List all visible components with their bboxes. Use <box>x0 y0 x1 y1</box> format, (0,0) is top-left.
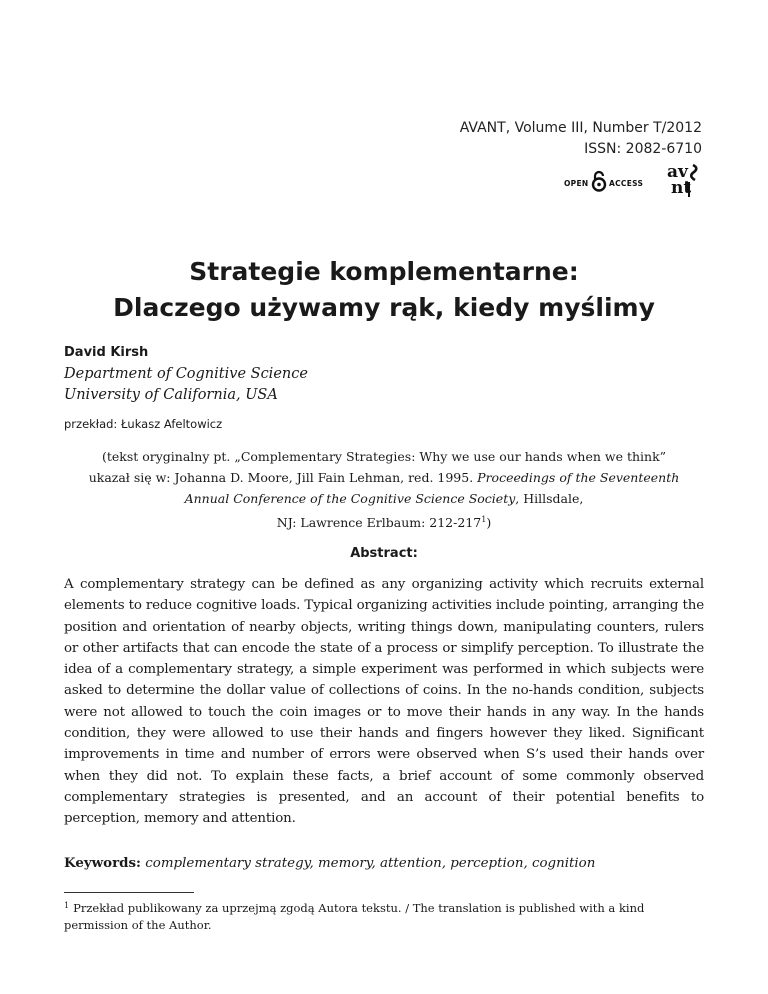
article-title <box>64 254 704 326</box>
author-university: University of California, USA <box>64 387 278 403</box>
avant-logo <box>664 160 704 200</box>
abstract-text: A complementary strategy can be defined as any organizing activity which recruits external elements to reduce cognitive loads. Typical organizing activities include pointing, arranging the position and orientation of nearby objects, writing things down, manipulating counters, rulers or other artifacts that can encode the state of a process or simplify perception. To illustrate the idea of a complementary strategy, a simple experiment was performed in which subjects were asked to determine the dollar value of collections of coins. In the no-hands condition, subjects were not allowed to touch the coin images or to move their hands in any way. In the hands condition, they were allowed to use their hands and fingers however they liked. Significant improvements in time and number of errors were observed when S’s used their hands over when they did not. To explain these facts, a brief account of some commonly observed complementary strategies is presented, and an account of their potential benefits to perception, memory and attention. <box>64 577 704 827</box>
journal-info <box>460 118 702 160</box>
footnote-divider <box>64 892 194 893</box>
issn-line: ISSN: 2082-6710 <box>584 141 702 157</box>
logo-text-top: av <box>667 162 688 182</box>
source-note-line-2: ukazał się w: Johanna D. Moore, Jill Fain Lehman, red. 1995. Proceedings of the Seventeenth <box>88 470 680 485</box>
source-note-line-4: NJ: Lawrence Erlbaum: $212-217^1$) <box>276 515 492 531</box>
footnote-ref[interactable]: 1 <box>481 515 487 524</box>
translator-credit: przekład: Łukasz Afeltowicz <box>64 417 223 431</box>
footnote-mark: 1 <box>64 901 70 910</box>
footnote-text: Przekład publikowany za uprzejmą zgodą Autora tekstu. / The translation is published with a kind permission of the Author. <box>64 901 645 932</box>
access-label: ACCESS <box>609 179 644 188</box>
author-name: David Kirsh <box>64 345 149 360</box>
open-access-badge <box>564 160 704 200</box>
abstract-heading: Abstract: <box>350 546 418 561</box>
source-note-line-3: Annual Conference of the Cognitive Science Society, Hillsdale, <box>184 491 584 506</box>
logo-text-bottom: nt <box>671 178 692 198</box>
keywords-list: complementary strategy, memory, attention, perception, cognition <box>145 856 596 871</box>
footnote <box>64 897 704 934</box>
source-note <box>64 446 704 533</box>
article-page <box>64 0 704 994</box>
open-access-lock-icon <box>591 170 607 192</box>
open-label: OPEN <box>564 179 589 188</box>
source-note-line-1: (tekst oryginalny pt. „Complementary Strategies: Why we use our hands when we think” <box>101 449 667 464</box>
keywords <box>64 853 595 874</box>
author-department: Department of Cognitive Science <box>64 366 308 382</box>
title-line-2: Dlaczego używamy rąk, kiedy myślimy <box>113 293 655 322</box>
keywords-label: Keywords: <box>64 855 142 871</box>
title-line-1: Strategie komplementarne: <box>189 257 579 286</box>
journal-line: AVANT, Volume III, Number T/2012 <box>459 120 702 136</box>
